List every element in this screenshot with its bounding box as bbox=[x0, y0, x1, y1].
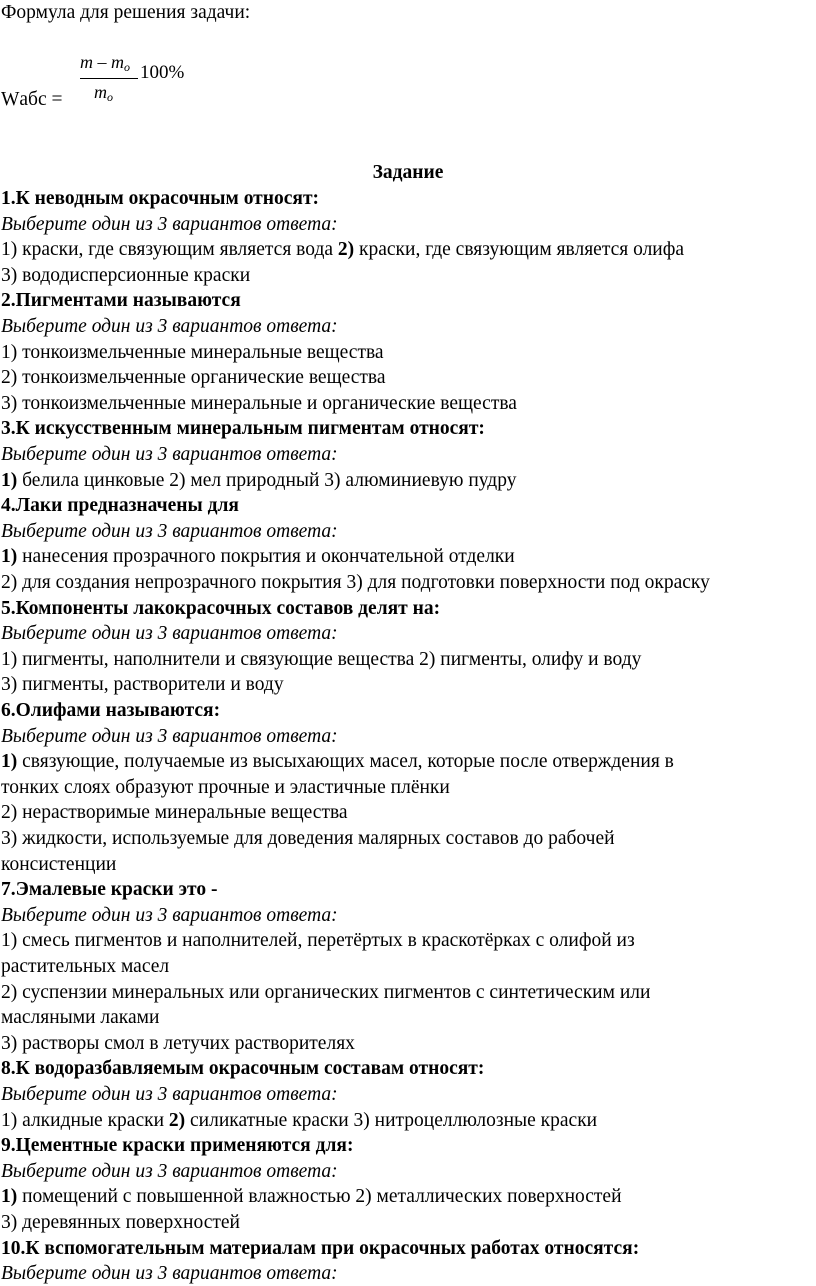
formula-numerator: m – $m_o$ bbox=[80, 52, 130, 74]
answer-line bbox=[1, 468, 516, 493]
answer-number: 1) bbox=[1, 1186, 18, 1207]
answer-line bbox=[1, 980, 650, 1005]
fraction-bar bbox=[80, 78, 138, 79]
question-hint: Выберите один из 3 вариантов ответа: bbox=[1, 521, 338, 542]
answer-text: 3) пигменты, растворители и воду bbox=[1, 674, 284, 695]
answer-line bbox=[1, 1210, 240, 1235]
answer-text: 2) для создания непрозрачного покрытия 3) для подготовки поверхности под окраску bbox=[1, 572, 710, 593]
question-hint: Выберите один из 3 вариантов ответа: bbox=[1, 1263, 338, 1284]
question-hint: Выберите один из 3 вариантов ответа: bbox=[1, 623, 338, 644]
question-title: 5.Компоненты лакокрасочных составов делят на: bbox=[1, 598, 441, 619]
answer-number: 1) bbox=[1, 751, 18, 772]
question-title: 9.Цементные краски применяются для: bbox=[1, 1135, 354, 1156]
answer-line bbox=[1, 1108, 597, 1133]
answer-number: 2) bbox=[168, 1110, 186, 1131]
answer-line bbox=[1, 1031, 355, 1056]
question-title: 7.Эмалевые краски это - bbox=[1, 879, 218, 900]
formula-label: Wабс = bbox=[1, 89, 63, 110]
question-hint: Выберите один из 3 вариантов ответа: bbox=[1, 726, 338, 747]
answer-text: тонких слоях образуют прочные и эластичные плёнки bbox=[1, 777, 450, 798]
answer-line bbox=[1, 672, 284, 697]
answer-line bbox=[1, 647, 641, 672]
answer-line bbox=[1, 826, 615, 851]
answer-line bbox=[1, 544, 515, 569]
answer-line bbox=[1, 852, 116, 877]
answer-text: масляными лаками bbox=[1, 1007, 160, 1028]
answer-text: силикатные краски 3) нитроцеллюлозные краски bbox=[185, 1110, 598, 1131]
answer-line bbox=[1, 365, 386, 390]
answer-line bbox=[1, 749, 674, 774]
answer-line bbox=[1, 340, 384, 365]
answer-text: 3) деревянных поверхностей bbox=[1, 1212, 240, 1233]
question-title: 10.К вспомогательным материалам при окрасочных работах относятся: bbox=[1, 1238, 640, 1259]
question-title: 1.К неводным окрасочным относят: bbox=[1, 188, 320, 209]
answer-text: помещений с повышенной влажностью 2) металлических поверхностей bbox=[17, 1186, 622, 1207]
answer-text: 3) растворы смол в летучих растворителях bbox=[1, 1033, 355, 1054]
answer-text: 1) краски, где связующим является вода bbox=[1, 239, 338, 260]
intro-text: Формула для решения задачи: bbox=[1, 2, 251, 23]
answer-line bbox=[1, 800, 348, 825]
answer-text: 2) нерастворимые минеральные вещества bbox=[1, 802, 348, 823]
answer-text: связующие, получаемые из высыхающих масел, которые после отверждения в bbox=[17, 751, 674, 772]
answer-line bbox=[1, 1184, 622, 1209]
answer-text: консистенции bbox=[1, 854, 117, 875]
question-title: 3.К искусственным минеральным пигментам относят: bbox=[1, 418, 485, 439]
answer-text: белила цинковые 2) мел природный 3) алюминиевую пудру bbox=[17, 470, 517, 491]
answer-number: 1) bbox=[1, 470, 18, 491]
question-hint: Выберите один из 3 вариантов ответа: bbox=[1, 905, 338, 926]
answer-line bbox=[1, 263, 250, 288]
formula-denominator: $m_o$ bbox=[94, 82, 113, 104]
answer-line bbox=[1, 1005, 159, 1030]
answer-text: краски, где связующим является олифа bbox=[354, 239, 685, 260]
question-hint: Выберите один из 3 вариантов ответа: bbox=[1, 1084, 338, 1105]
answer-line bbox=[1, 928, 635, 953]
task-title: Задание bbox=[372, 162, 444, 183]
answer-number: 2) bbox=[337, 239, 355, 260]
question-title: 6.Олифами называются: bbox=[1, 700, 221, 721]
answer-line bbox=[1, 570, 710, 595]
question-title: 2.Пигментами называются bbox=[1, 290, 241, 311]
answer-text: 2) суспензии минеральных или органических пигментов с синтетическим или bbox=[1, 982, 651, 1003]
answer-text: 3) вододисперсионные краски bbox=[1, 265, 251, 286]
answer-text: 1) тонкоизмельченные минеральные вещества bbox=[1, 342, 384, 363]
answer-number: 1) bbox=[1, 546, 18, 567]
answer-text: 2) тонкоизмельченные органические вещества bbox=[1, 367, 386, 388]
answer-text: 3) жидкости, используемые для доведения малярных составов до рабочей bbox=[1, 828, 615, 849]
answer-text: 1) пигменты, наполнители и связующие вещества 2) пигменты, олифу и воду bbox=[1, 649, 642, 670]
answer-line bbox=[1, 237, 684, 262]
answer-line bbox=[1, 391, 517, 416]
question-title: 4.Лаки предназначены для bbox=[1, 495, 239, 516]
answer-line bbox=[1, 954, 169, 979]
question-hint: Выберите один из 3 вариантов ответа: bbox=[1, 1161, 338, 1182]
question-hint: Выберите один из 3 вариантов ответа: bbox=[1, 316, 338, 337]
answer-text: 1) смесь пигментов и наполнителей, перетёртых в краскотёрках с олифой из bbox=[1, 930, 635, 951]
answer-line bbox=[1, 775, 450, 800]
formula-percent: 100% bbox=[140, 62, 185, 83]
answer-text: нанесения прозрачного покрытия и окончательной отделки bbox=[17, 546, 515, 567]
answer-text: 3) тонкоизмельченные минеральные и органические вещества bbox=[1, 393, 517, 414]
answer-text: растительных масел bbox=[1, 956, 170, 977]
question-hint: Выберите один из 3 вариантов ответа: bbox=[1, 444, 338, 465]
question-title: 8.К водоразбавляемым окрасочным составам относят: bbox=[1, 1058, 485, 1079]
answer-text: 1) алкидные краски bbox=[1, 1110, 169, 1131]
question-hint: Выберите один из 3 вариантов ответа: bbox=[1, 214, 338, 235]
